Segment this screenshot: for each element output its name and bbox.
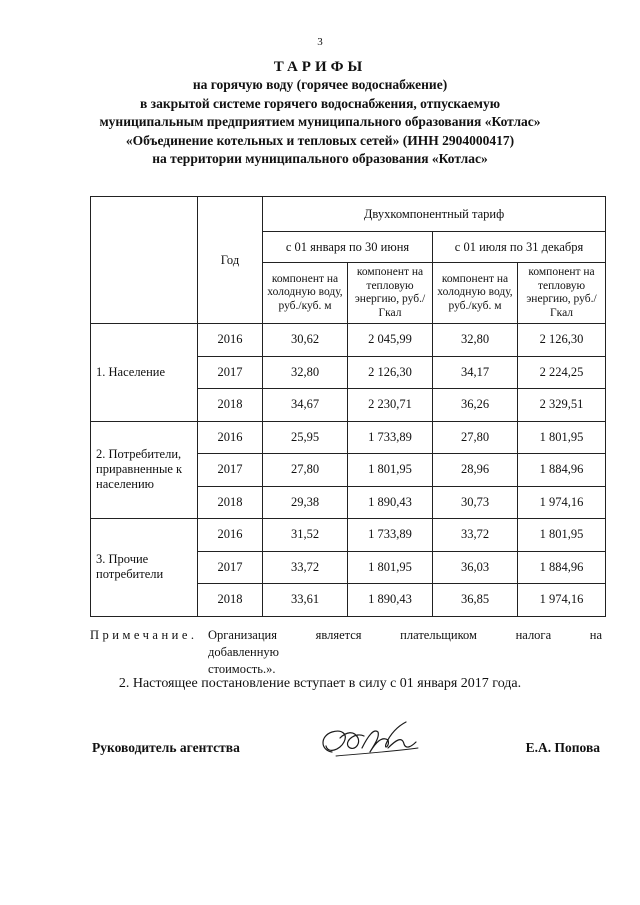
value-cell: 33,72	[433, 519, 518, 552]
value-cell: 36,26	[433, 389, 518, 422]
category-header-cell	[91, 197, 198, 324]
value-cell: 1 974,16	[518, 486, 606, 519]
value-cell: 28,96	[433, 454, 518, 487]
value-cell: 1 890,43	[348, 584, 433, 617]
value-cell: 34,17	[433, 356, 518, 389]
year-cell: 2017	[198, 551, 263, 584]
title-main: ТАРИФЫ	[273, 59, 367, 75]
value-cell: 1 801,95	[348, 454, 433, 487]
note-text-line2: стоимость.».	[208, 662, 276, 676]
period-header-2: с 01 июля по 31 декабря	[433, 232, 606, 263]
value-cell: 30,62	[263, 324, 348, 357]
value-cell: 1 733,89	[348, 421, 433, 454]
note-label: Примечание.	[90, 628, 198, 642]
document-title	[60, 58, 580, 169]
value-cell: 2 126,30	[518, 324, 606, 357]
handwritten-signature	[318, 718, 428, 764]
table-row	[91, 324, 606, 357]
value-cell: 36,85	[433, 584, 518, 617]
page-number: 3	[317, 36, 323, 48]
value-cell: 1 801,95	[348, 551, 433, 584]
value-cell: 32,80	[263, 356, 348, 389]
note-block	[90, 627, 602, 678]
period-header-1: с 01 января по 30 июня	[263, 232, 433, 263]
value-cell: 1 801,95	[518, 421, 606, 454]
signatory-name: Е.А. Попова	[525, 740, 600, 755]
title-line-4: «Объединение котельных и тепловых сетей» (ИНН 2904000417)	[125, 132, 515, 148]
value-cell: 36,03	[433, 551, 518, 584]
title-line-5: на территории муниципального образования «Котлас»	[152, 151, 488, 166]
category-label: 1. Население	[91, 324, 198, 422]
value-cell: 31,52	[263, 519, 348, 552]
year-cell: 2017	[198, 356, 263, 389]
component-header-4: компонент на тепловую энергию, руб./Гкал	[518, 263, 606, 324]
component-header-1: компонент на холодную воду, руб./куб. м	[263, 263, 348, 324]
category-label: 3. Прочие потребители	[91, 519, 198, 617]
value-cell: 34,67	[263, 389, 348, 422]
value-cell: 1 884,96	[518, 551, 606, 584]
table-row	[91, 519, 606, 552]
value-cell: 1 733,89	[348, 519, 433, 552]
signatory-role: Руководитель агентства	[92, 740, 240, 755]
value-cell: 30,73	[433, 486, 518, 519]
value-cell: 2 230,71	[348, 389, 433, 422]
year-cell: 2016	[198, 421, 263, 454]
year-cell: 2018	[198, 486, 263, 519]
title-line-3: муниципальным предприятием муниципального образования «Котлас»	[99, 114, 541, 129]
tariff-header: Двухкомпонентный тариф	[263, 197, 606, 232]
component-header-3: компонент на холодную воду, руб./куб. м	[433, 263, 518, 324]
category-label: 2. Потребители, приравненные к населению	[91, 421, 198, 519]
value-cell: 33,61	[263, 584, 348, 617]
effective-date-clause: 2. Настоящее постановление вступает в силу с 01 января 2017 года.	[118, 676, 522, 691]
title-line-2: в закрытой системе горячего водоснабжения, отпускаемую	[139, 95, 501, 111]
component-header-2: компонент на тепловую энергию, руб./Гкал	[348, 263, 433, 324]
value-cell: 25,95	[263, 421, 348, 454]
value-cell: 1 974,16	[518, 584, 606, 617]
value-cell: 2 045,99	[348, 324, 433, 357]
note-text-line1: Организация является плательщиком налога на добавленную	[208, 628, 602, 659]
year-header: Год	[198, 197, 263, 324]
value-cell: 1 890,43	[348, 486, 433, 519]
value-cell: 29,38	[263, 486, 348, 519]
value-cell: 33,72	[263, 551, 348, 584]
year-cell: 2016	[198, 324, 263, 357]
value-cell: 1 884,96	[518, 454, 606, 487]
table-row	[91, 421, 606, 454]
year-cell: 2018	[198, 584, 263, 617]
year-cell: 2018	[198, 389, 263, 422]
value-cell: 1 801,95	[518, 519, 606, 552]
value-cell: 2 126,30	[348, 356, 433, 389]
value-cell: 2 329,51	[518, 389, 606, 422]
tariff-table	[90, 196, 606, 617]
year-cell: 2017	[198, 454, 263, 487]
value-cell: 27,80	[263, 454, 348, 487]
value-cell: 32,80	[433, 324, 518, 357]
value-cell: 2 224,25	[518, 356, 606, 389]
year-cell: 2016	[198, 519, 263, 552]
title-line-1: на горячую воду (горячее водоснабжение)	[192, 77, 448, 92]
value-cell: 27,80	[433, 421, 518, 454]
